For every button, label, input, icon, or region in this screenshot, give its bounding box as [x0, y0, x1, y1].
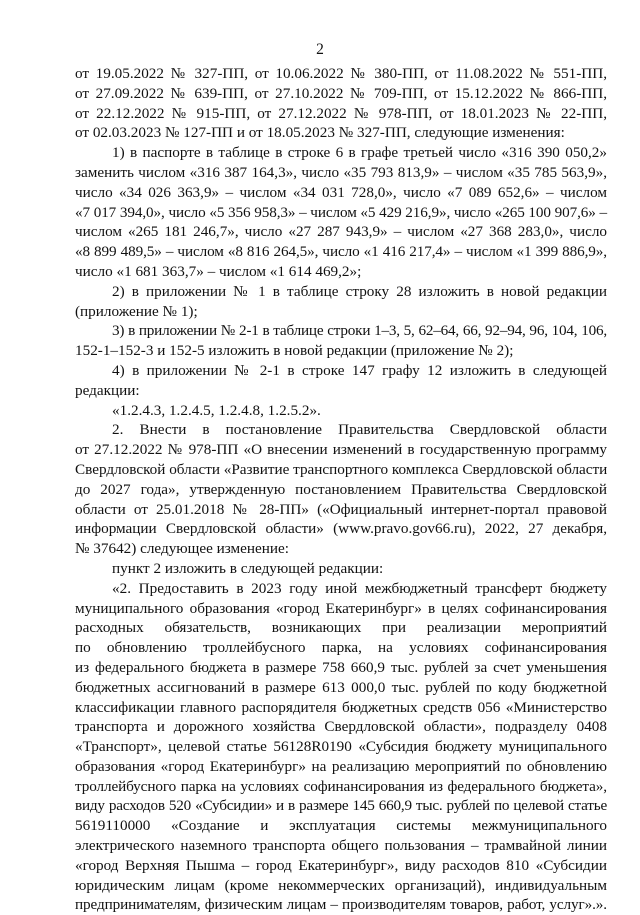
text-line: число «34 026 363,9» – числом «34 031 728,0», число «7 089 652,6» – числом: [75, 183, 607, 201]
text-line: образования «город Екатеринбург» на реализацию мероприятий по обновлению: [75, 757, 607, 775]
text-line: «2. Предоставить в 2023 году иной межбюджетный трансферт бюджету: [112, 579, 607, 597]
text-line: 1) в паспорте в таблице в строке 6 в графе третьей число «316 390 050,2»: [112, 144, 607, 162]
text-line: «1.2.4.3, 1.2.4.5, 1.2.4.8, 1.2.5.2».: [112, 401, 321, 419]
text-line: № 37642) следующее изменение:: [75, 540, 289, 558]
text-line: области от 25.01.2018 № 28-ПП» («Официальный интернет-портал правовой: [75, 500, 607, 518]
document-body: [75, 64, 607, 915]
text-line: 4) в приложении № 2-1 в строке 147 графу 12 изложить в следующей: [112, 361, 607, 379]
text-line: классификации главного распорядителя бюджетных средств 056 «Министерство: [75, 698, 607, 716]
text-line: «8 899 489,5» – числом «8 816 264,5», число «1 416 217,4» – числом «1 399 886,9»,: [75, 243, 607, 261]
text-line: 2. Внести в постановление Правительства Свердловской области: [112, 421, 607, 439]
text-line: расходных обязательств, возникающих при реализации мероприятий: [75, 619, 607, 637]
text-line: от 02.03.2023 № 127-ПП и от 18.05.2023 № 327-ПП, следующие изменения:: [75, 124, 565, 142]
text-line: «Транспорт», целевой статье 56128R0190 «Субсидия бюджету муниципального: [75, 738, 607, 756]
text-line: до 2027 года», утвержденную постановлением Правительства Свердловской: [75, 480, 607, 498]
text-line: 5619110000 «Создание и эксплуатация системы межмуниципального: [75, 817, 607, 835]
text-line: транспорта и дорожного хозяйства Свердловской области», подразделу 0408: [75, 718, 607, 736]
text-line: 2) в приложении № 1 в таблице строку 28 изложить в новой редакции: [112, 282, 607, 300]
text-line: от 27.12.2022 № 978-ПП «О внесении изменений в государственную программу: [75, 441, 607, 459]
text-line: бюджетных ассигнований в размере 613 000,0 тыс. рублей по коду бюджетной: [75, 678, 607, 696]
text-line: по обновлению троллейбусного парка, на условиях софинансирования: [75, 639, 607, 657]
text-line: пункт 2 изложить в следующей редакции:: [112, 559, 384, 577]
text-line: 152-1–152-3 и 152-5 изложить в новой редакции (приложение № 2);: [75, 342, 514, 360]
text-line: (приложение № 1);: [75, 302, 198, 320]
text-line: муниципального образования «город Екатеринбург» в целях софинансирования: [75, 599, 607, 617]
text-line: 3) в приложении № 2-1 в таблице строки 1–3, 5, 62–64, 66, 92–94, 96, 104, 106,: [112, 322, 607, 340]
text-line: «город Верхняя Пышма – город Екатеринбург», виду расходов 810 «Субсидии: [75, 856, 607, 874]
text-line: троллейбусного парка на условиях софинансирования из федерального бюджета»,: [75, 777, 607, 795]
text-line: информации Свердловской области» (www.pravo.gov66.ru), 2022, 27 декабря,: [75, 520, 607, 538]
text-line: заменить числом «316 387 164,3», число «35 793 813,9» – числом «35 785 563,9»,: [75, 163, 607, 181]
text-line: «7 017 394,0», число «5 356 958,3» – числом «5 429 216,9», число «265 100 907,6» –: [75, 203, 607, 221]
text-line: предпринимателям, физическим лицам – производителям товаров, работ, услуг».».: [75, 896, 607, 914]
text-line: виду расходов 520 «Субсидии» и в размере 145 660,9 тыс. рублей по целевой статье: [75, 797, 607, 815]
text-line: Свердловской области «Развитие транспортного комплекса Свердловской области: [75, 460, 608, 478]
text-line: число «1 681 363,7» – числом «1 614 469,2»;: [75, 262, 362, 280]
text-line: электрического наземного транспорта общего пользования – трамвайной линии: [75, 837, 607, 855]
text-line: от 27.09.2022 № 639-ПП, от 27.10.2022 № 709-ПП, от 15.12.2022 № 866-ПП,: [75, 84, 607, 102]
text-line: юридическим лицам (кроме некоммерческих организаций), индивидуальным: [75, 876, 607, 894]
text-line: от 22.12.2022 № 915-ПП, от 27.12.2022 № 978-ПП, от 18.01.2023 № 22-ПП,: [75, 104, 607, 122]
page-number: 2: [316, 41, 324, 58]
text-line: числом «265 181 246,7», число «27 287 943,9» – числом «27 368 283,0», число: [75, 223, 607, 241]
text-line: из федерального бюджета в размере 758 660,9 тыс. рублей за счет уменьшения: [75, 658, 607, 676]
text-line: от 19.05.2022 № 327-ПП, от 10.06.2022 № 380-ПП, от 11.08.2022 № 551-ПП,: [75, 65, 607, 82]
text-line: редакции:: [75, 381, 140, 399]
